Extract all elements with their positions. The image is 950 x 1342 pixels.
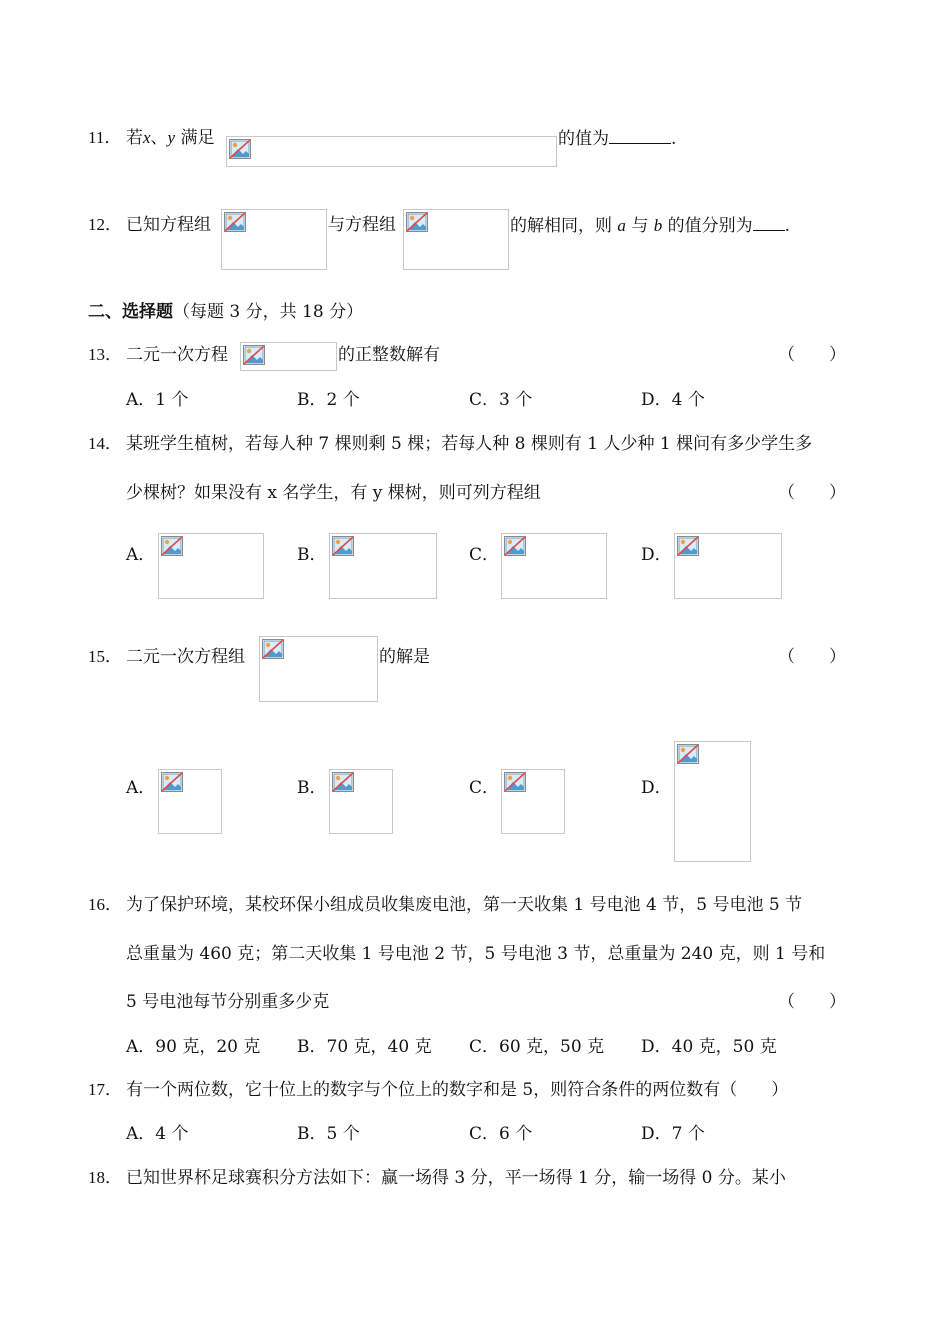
- broken-image-icon: [504, 772, 526, 792]
- option-d[interactable]: D．40 克，50 克: [641, 1037, 777, 1057]
- option-c-label[interactable]: C．: [469, 545, 500, 565]
- question-text-tail: 的值为 .: [558, 129, 677, 149]
- option-c[interactable]: C．60 克，50 克: [469, 1037, 605, 1057]
- question-text-line-2: 总重量为 460 克；第二天收集 1 号电池 2 节，5 号电池 3 节，总重量为 240 克，则 1 号和: [126, 944, 826, 964]
- option-b[interactable]: B．5 个: [297, 1124, 360, 1144]
- question-text: 二元一次方程: [126, 345, 228, 365]
- question-text: 已知世界杯足球赛积分方法如下：赢一场得 3 分，平一场得 1 分，输一场得 0 分。某小: [126, 1168, 786, 1188]
- option-b-image[interactable]: [329, 533, 437, 599]
- option-a[interactable]: A．4 个: [126, 1124, 189, 1144]
- option-a-label[interactable]: A．: [126, 545, 156, 565]
- option-b-label[interactable]: B．: [297, 545, 327, 565]
- option-a-image[interactable]: [158, 769, 222, 834]
- question-number: 11．: [88, 128, 122, 147]
- equation-image: [226, 136, 557, 167]
- option-d-image[interactable]: [674, 533, 782, 599]
- broken-image-icon: [677, 744, 699, 764]
- question-number: 13．: [88, 345, 122, 364]
- question-text-line-1: 为了保护环境，某校环保小组成员收集废电池，第一天收集 1 号电池 4 节，5 号电池 5 节: [126, 895, 803, 915]
- question-text: 二元一次方程组: [126, 647, 245, 667]
- broken-image-icon: [262, 639, 284, 659]
- question-text-line-1: 某班学生植树，若每人种 7 棵则剩 5 棵；若每人种 8 棵则有 1 人少种 1 棵问有多少学生多: [126, 434, 813, 454]
- question-number: 12．: [88, 215, 122, 234]
- option-a-image[interactable]: [158, 533, 264, 599]
- answer-parentheses[interactable]: （ ）: [778, 992, 846, 1012]
- question-number: 17．: [88, 1080, 122, 1099]
- question-number: 16．: [88, 895, 122, 914]
- broken-image-icon: [161, 536, 183, 556]
- option-c-label[interactable]: C．: [469, 778, 500, 798]
- option-d-label[interactable]: D．: [641, 778, 672, 798]
- answer-parentheses[interactable]: （ ）: [778, 647, 846, 667]
- option-b-image[interactable]: [329, 769, 393, 834]
- broken-image-icon: [504, 536, 526, 556]
- option-d[interactable]: D．4 个: [641, 390, 705, 410]
- answer-parentheses[interactable]: （ ）: [778, 483, 846, 503]
- broken-image-icon: [332, 772, 354, 792]
- option-d[interactable]: D．7 个: [641, 1124, 705, 1144]
- option-a[interactable]: A．90 克，20 克: [126, 1037, 261, 1057]
- option-a[interactable]: A．1 个: [126, 390, 189, 410]
- answer-parentheses[interactable]: （ ）: [778, 345, 846, 365]
- option-c[interactable]: C．3 个: [469, 390, 533, 410]
- broken-image-icon: [406, 212, 428, 232]
- option-b-label[interactable]: B．: [297, 778, 327, 798]
- equation-image: [240, 342, 337, 371]
- broken-image-icon: [677, 536, 699, 556]
- broken-image-icon: [161, 772, 183, 792]
- answer-blank[interactable]: [753, 214, 785, 231]
- question-text-tail: 的解是: [379, 647, 430, 667]
- option-b[interactable]: B．2 个: [297, 390, 360, 410]
- broken-image-icon: [229, 139, 251, 159]
- question-text: 已知方程组: [126, 215, 211, 235]
- question-text: 有一个两位数，它十位上的数字与个位上的数字和是 5，则符合条件的两位数有（ ）: [126, 1080, 789, 1100]
- broken-image-icon: [243, 345, 265, 365]
- option-d-label[interactable]: D．: [641, 545, 672, 565]
- question-text-tail: 的解相同，则 a 与 b 的值分别为 .: [510, 216, 791, 236]
- question-number: 14．: [88, 434, 122, 453]
- question-number: 18．: [88, 1168, 122, 1187]
- question-text: 若x、y 满足: [126, 128, 215, 148]
- question-text: 与方程组: [328, 215, 396, 235]
- option-d-image[interactable]: [674, 741, 751, 862]
- equation-system-image: [259, 636, 378, 702]
- option-b[interactable]: B．70 克，40 克: [297, 1037, 432, 1057]
- broken-image-icon: [332, 536, 354, 556]
- equation-system-image-2: [403, 209, 509, 270]
- question-text-line-3: 5 号电池每节分别重多少克: [126, 992, 330, 1012]
- option-a-label[interactable]: A．: [126, 778, 156, 798]
- answer-blank[interactable]: [609, 127, 671, 144]
- broken-image-icon: [224, 212, 246, 232]
- option-c-image[interactable]: [501, 533, 607, 599]
- option-c[interactable]: C．6 个: [469, 1124, 533, 1144]
- question-number: 15．: [88, 647, 122, 666]
- question-text-line-2: 少棵树？如果没有 x 名学生，有 y 棵树，则可列方程组: [126, 483, 541, 503]
- option-c-image[interactable]: [501, 769, 565, 834]
- section-heading: 二、选择题（每题 3 分，共 18 分）: [88, 302, 364, 322]
- equation-system-image-1: [221, 209, 327, 270]
- question-text-tail: 的正整数解有: [338, 345, 440, 365]
